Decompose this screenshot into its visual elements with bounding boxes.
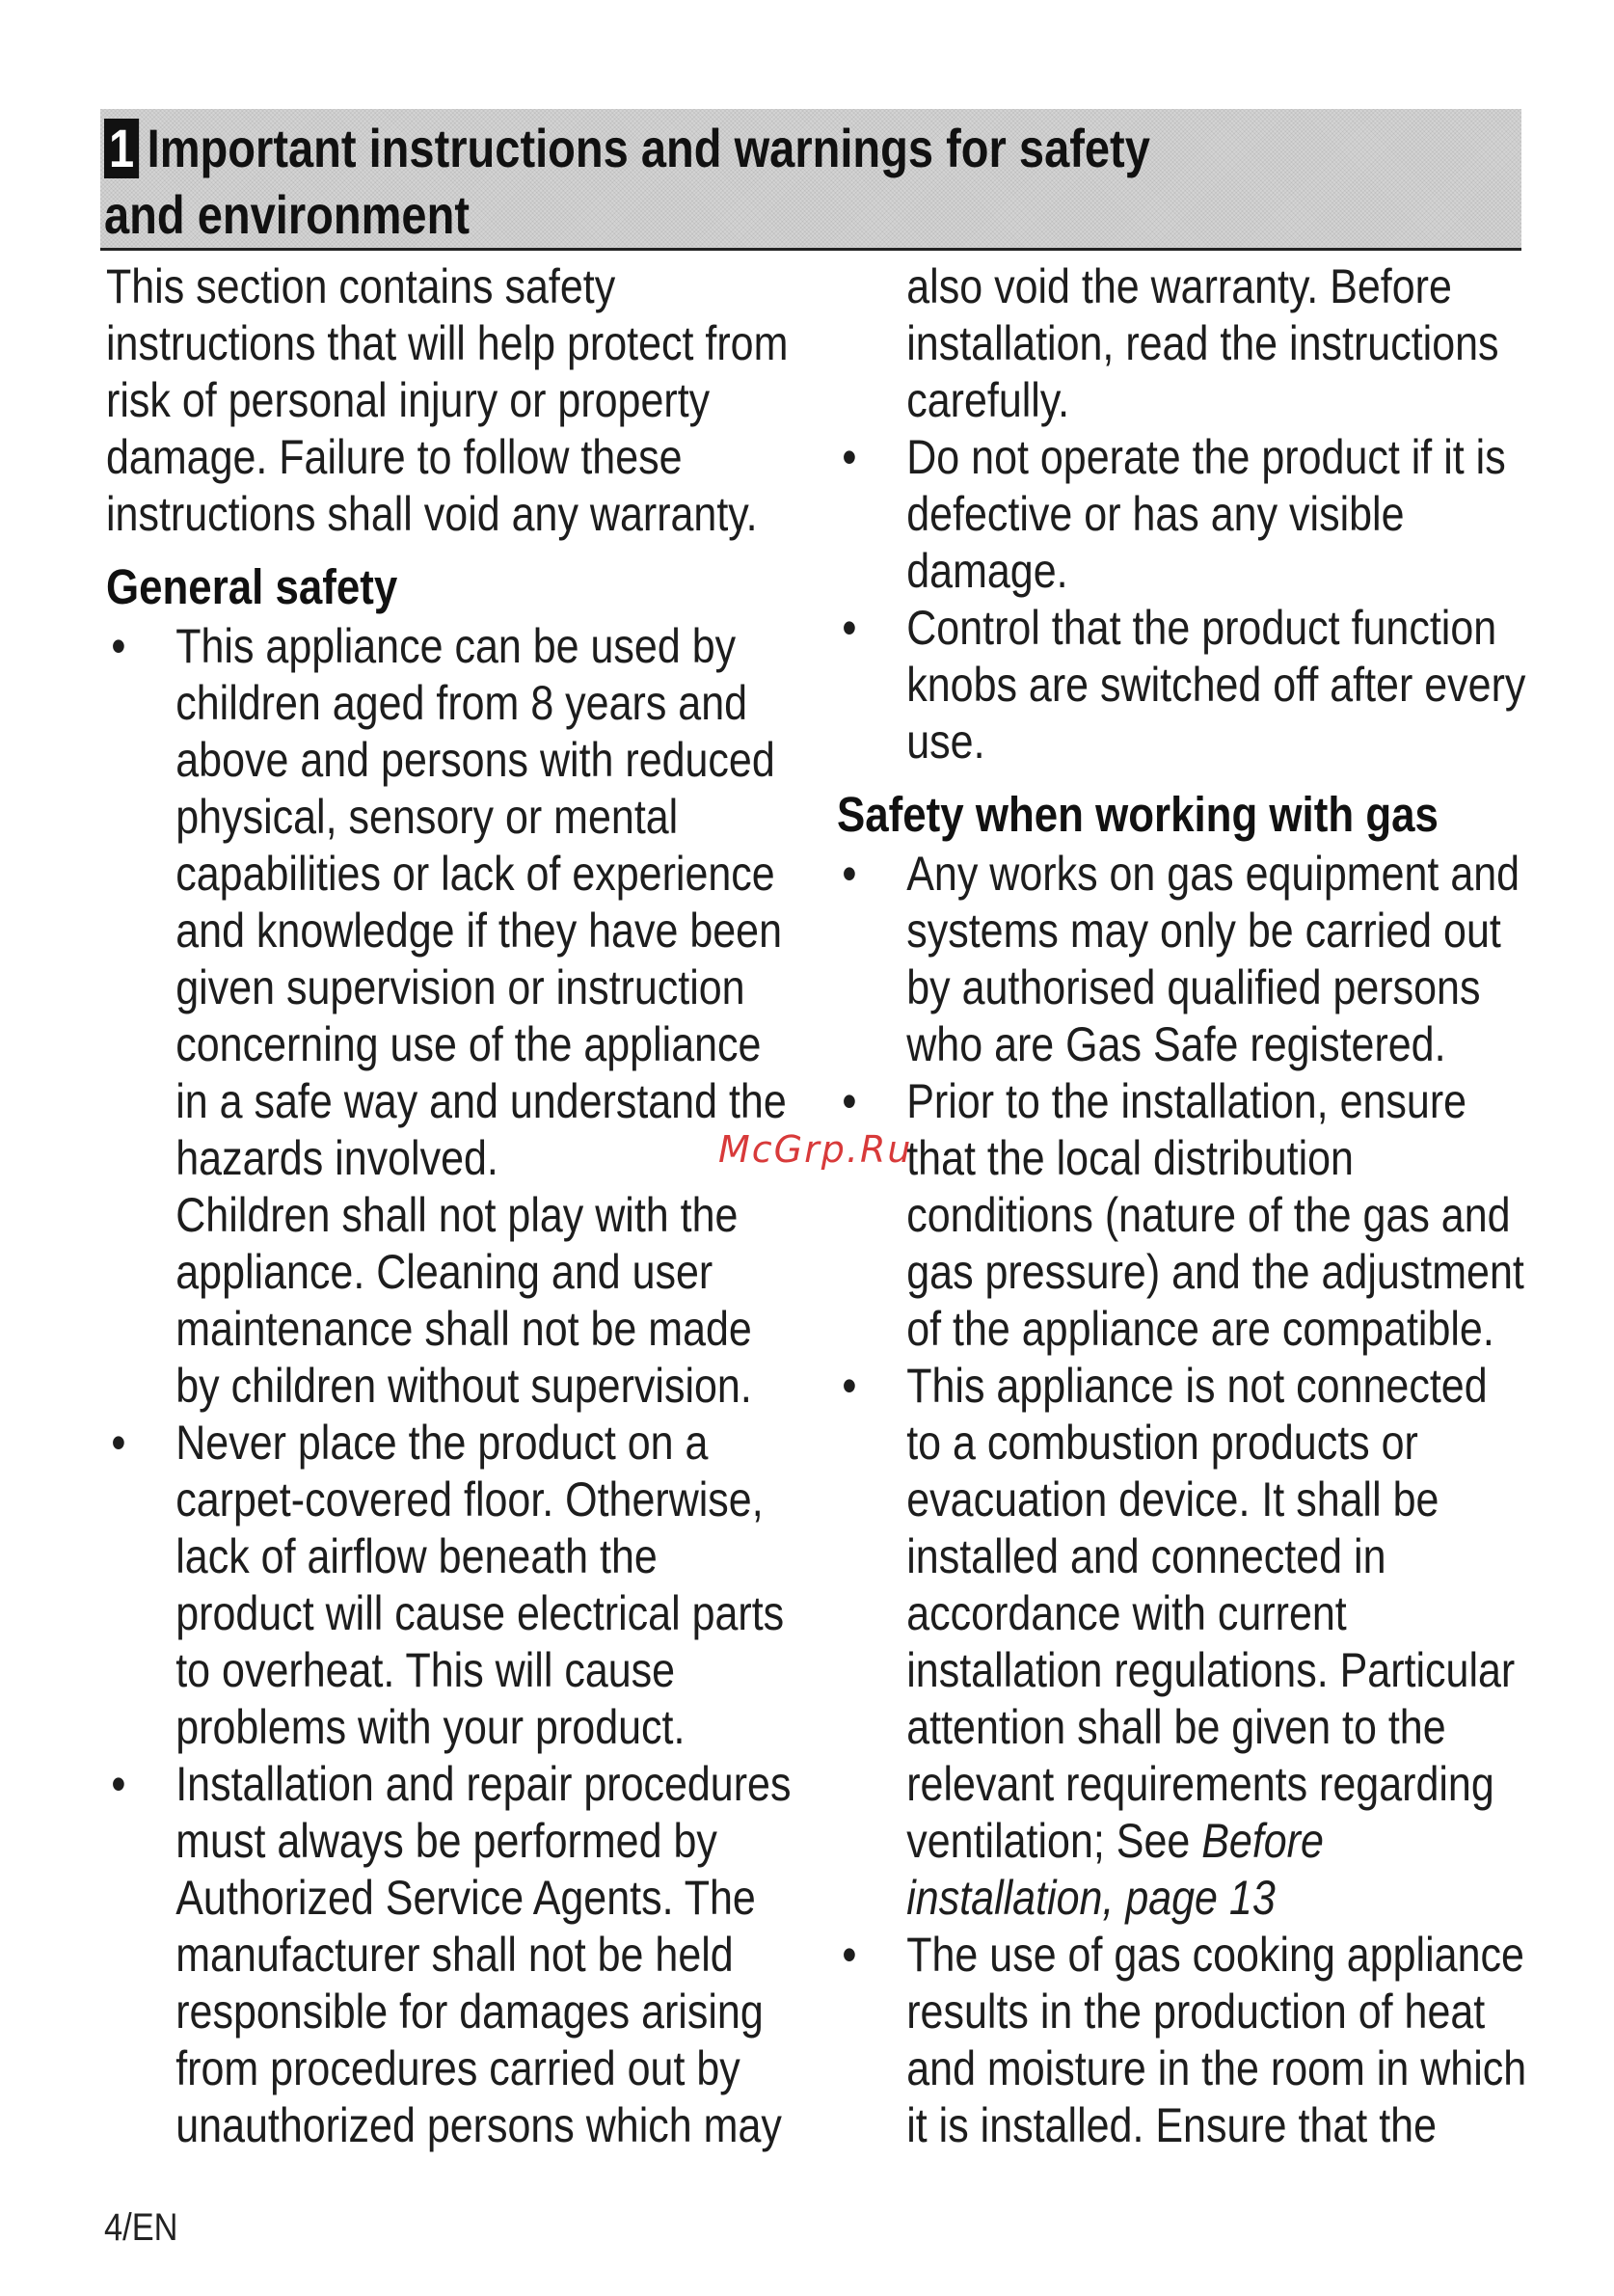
bullet-icon: •: [842, 1074, 857, 1128]
section-title-text: Important instructions and warnings for safety and environment: [104, 118, 1150, 245]
section-number: 1: [104, 119, 139, 178]
section-title: [104, 115, 1238, 248]
list-item: [837, 846, 1529, 1073]
list-item-text-continued: Children shall not play with the appliance. Cleaning and user maintenance shall not be made by children without supervision.: [175, 1188, 752, 1413]
list-item-text: Installation and repair procedures must always be performed by Authorized Service Agents. The manufacturer shall not be held responsible for damages arising from procedures carried out by unauthorized persons which may: [175, 1757, 792, 2152]
bullet-icon: •: [842, 1928, 857, 1982]
list-item-text: Never place the product on a carpet-covered floor. Otherwise, lack of airflow beneath the product will cause electrical parts to overheat. This will cause problems with your product.: [175, 1416, 785, 1754]
cross-reference-link[interactable]: Before installation, page 13: [906, 1814, 1324, 1925]
list-item-text: [906, 1358, 1529, 1927]
continued-paragraph: also void the warranty. Before installation, read the instructions carefully.: [906, 259, 1499, 427]
list-item: [837, 429, 1529, 600]
bullet-icon: •: [842, 1359, 857, 1413]
intro-paragraph: This section contains safety instructions that will help protect from risk of personal injury or property damage. Failure to follow these instructions shall void any warranty.: [106, 259, 789, 541]
general-safety-list: [106, 618, 798, 2154]
list-item: [106, 1756, 798, 2154]
list-item: [837, 1358, 1529, 1927]
list-item: [837, 1073, 1529, 1358]
operation-safety-list: [837, 429, 1529, 770]
page-number: 4/EN: [104, 2206, 178, 2249]
bullet-icon: •: [111, 1416, 126, 1470]
list-item-text-main: This appliance is not connected to a combustion products or evacuation device. It shall be installed and connected in accordance with current installation regulations. Particular attention shall be given to the relevant requirements regarding ventilation; See: [906, 1359, 1516, 1868]
gas-safety-heading: Safety when working with gas: [837, 787, 1439, 842]
list-item: [837, 600, 1529, 770]
bullet-icon: •: [842, 601, 857, 655]
watermark-text: McGrp.Ru: [718, 1128, 913, 1171]
general-safety-heading: General safety: [106, 559, 398, 614]
list-item-text: Control that the product function knobs are switched off after every use.: [906, 601, 1526, 769]
list-item-text: Prior to the installation, ensure that the local distribution conditions (nature of the gas and gas pressure) and the adjustment of the appliance are compatible.: [906, 1074, 1524, 1356]
list-item-text: The use of gas cooking appliance results in the production of heat and moisture in the room in which it is installed. Ensure that the: [906, 1928, 1527, 2152]
gas-safety-list: [837, 846, 1529, 2154]
section-header: [100, 109, 1521, 251]
list-item-text: This appliance can be used by children aged from 8 years and above and persons with reduced physical, sensory or mental capabilities or lack of experience and knowledge if they have been given supervision or instruction concerning use of the appliance in a safe way and understand the hazards involved.: [175, 619, 787, 1185]
list-item: [837, 1927, 1529, 2154]
list-item-text: Do not operate the product if it is defective or has any visible damage.: [906, 430, 1506, 598]
bullet-icon: •: [842, 847, 857, 901]
bullet-icon: •: [111, 619, 126, 673]
right-column: [837, 258, 1531, 2154]
left-column: [106, 258, 800, 2154]
list-item: [106, 1415, 798, 1756]
bullet-icon: •: [111, 1757, 126, 1811]
list-item-text: Any works on gas equipment and systems may only be carried out by authorised qualified persons who are Gas Safe registered.: [906, 847, 1520, 1071]
bullet-icon: •: [842, 430, 857, 484]
list-item: [106, 618, 798, 1415]
